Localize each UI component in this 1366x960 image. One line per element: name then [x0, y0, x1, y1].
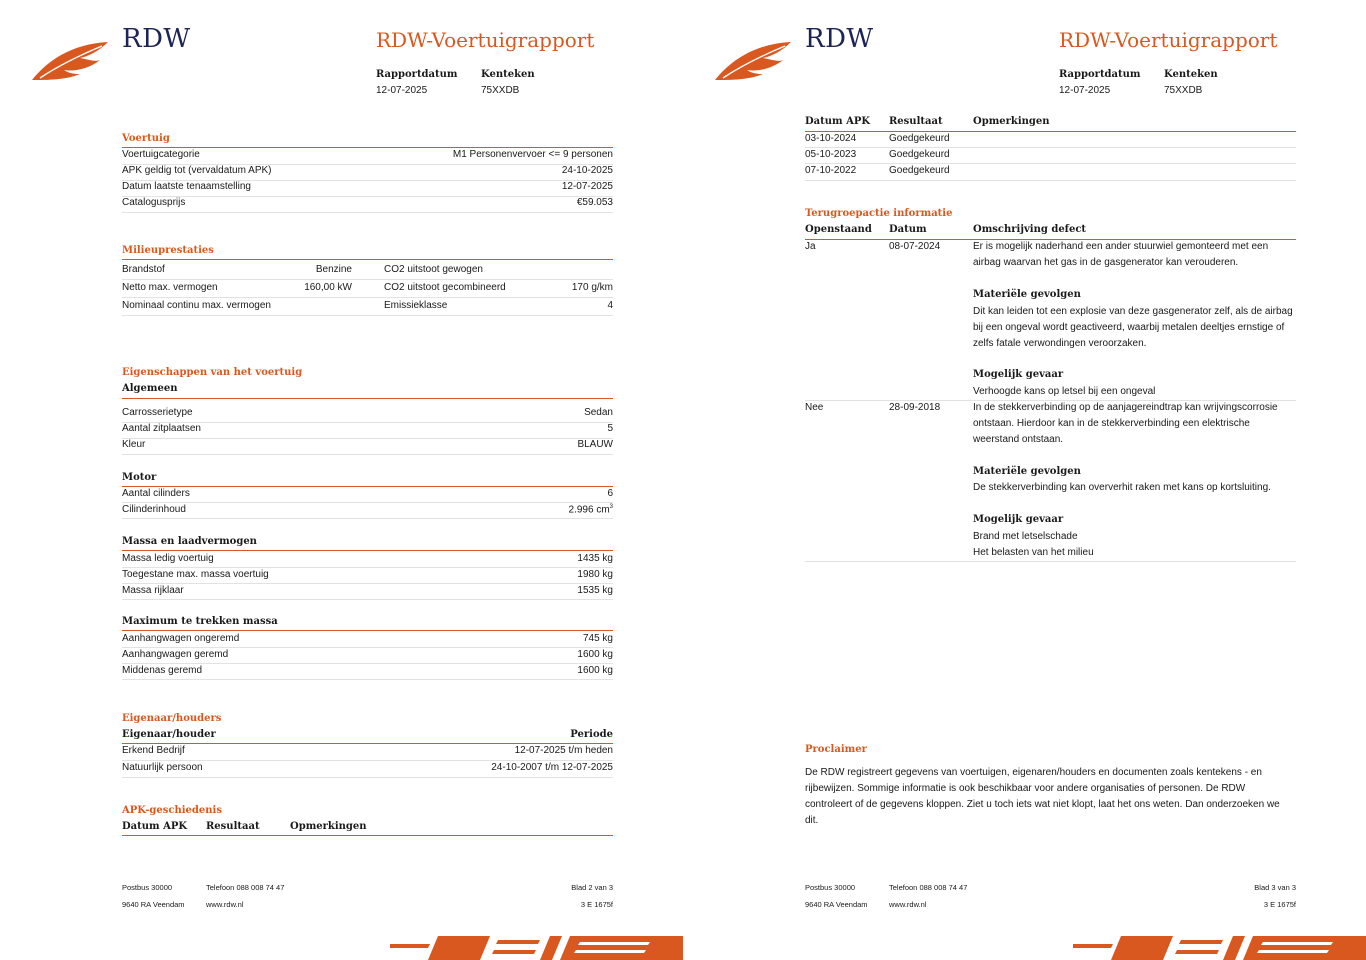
owners-section-title: Eigenaar/houders: [122, 713, 222, 724]
brand-name: RDW: [805, 24, 874, 54]
owner-period: 12-07-2025 t/m heden: [514, 745, 613, 756]
rdw-feather-logo-icon: [713, 38, 795, 82]
footer-city: 9640 RA Veendam: [805, 900, 868, 909]
recall-description: Er is mogelijk naderhand een ander stuurwiel gemonteerd met een airbag waarvan het gas in de gasgenerator kan verouderen.: [973, 241, 1269, 268]
prop-value: Sedan: [584, 407, 613, 418]
recall-danger-title: Mogelijk gevaar: [973, 369, 1064, 380]
recall-danger: Het belasten van het milieu: [973, 547, 1094, 558]
owner-period: 24-10-2007 t/m 12-07-2025: [491, 762, 613, 773]
vehicle-section-title: Voertuig: [122, 133, 170, 144]
section-divider: [122, 398, 613, 399]
apk-row-result: Goedgekeurd: [889, 149, 950, 160]
footer-code: 3 E 1675f: [580, 900, 613, 909]
prop-value: BLAUW: [577, 439, 613, 450]
env-value: Benzine: [315, 264, 352, 275]
env-value: 170 g/km: [571, 282, 613, 293]
recall-danger-title: Mogelijk gevaar: [973, 514, 1064, 525]
recall-consequences: Dit kan leiden tot een explosie van deze gasgenerator zelf, als de airbag bij een ongeval wordt geactiveerd, waarbij metalen deeltjes ernstige of zelfs fatale verwondingen veroorzaken.: [973, 306, 1293, 349]
row-divider: [122, 279, 613, 280]
apk-notes-header: Opmerkingen: [290, 821, 367, 832]
prop-value: 1980 kg: [577, 569, 613, 580]
env-value: 160,00 kW: [304, 282, 352, 293]
row-divider: [805, 163, 1296, 164]
row-divider: [805, 147, 1296, 148]
mass-subtitle: Massa en laadvermogen: [122, 536, 257, 547]
prop-value: 1600 kg: [577, 649, 613, 660]
prop-label: Kleur: [122, 439, 146, 450]
apk-result-header: Resultaat: [206, 821, 260, 832]
owner-label: Natuurlijk persoon: [122, 762, 203, 773]
vehicle-row-label: Catalogusprijs: [122, 197, 186, 208]
env-label: Emissieklasse: [384, 300, 448, 311]
row-divider: [122, 196, 613, 197]
env-value: 4: [607, 300, 613, 311]
report-title: RDW-Voertuigrapport: [376, 28, 595, 52]
props-section-title: Eigenschappen van het voertuig: [122, 367, 303, 378]
vehicle-row-value: M1 Personenvervoer <= 9 personen: [452, 149, 613, 160]
unit-exponent: 3: [609, 504, 613, 510]
report-date: 12-07-2025: [376, 85, 428, 96]
footer-code: 3 E 1675f: [1263, 900, 1296, 909]
brand-name: RDW: [122, 24, 191, 54]
report-page-3: [683, 0, 1366, 960]
row-divider: [122, 438, 613, 439]
row-divider: [122, 777, 613, 778]
prop-label: Cilinderinhoud: [122, 504, 186, 515]
apk-row-date: 07-10-2022: [805, 165, 857, 176]
section-divider: [122, 630, 613, 631]
recall-desc-header: Omschrijving defect: [973, 224, 1087, 235]
prop-label: Massa ledig voertuig: [122, 553, 214, 564]
prop-label: Aantal cilinders: [122, 488, 190, 499]
env-label: Brandstof: [122, 264, 165, 275]
recall-consequences: De stekkerverbinding kan oververhit raken met kans op kortsluiting.: [973, 482, 1271, 493]
row-divider: [805, 180, 1296, 181]
env-label: CO2 uitstoot gewogen: [384, 264, 483, 275]
proclaimer-text: De RDW registreert gegevens van voertuigen, eigenaren/houders en documenten zoals kentekens - en rijbewijzen. Sommige informatie is ook beschikbaar voor andere organisaties of personen. De RDW controleert of de gegevens kloppen. Ziet u toch iets wat niet klopt, laat het ons weten. Dan onderzoeken we dit.: [805, 767, 1280, 826]
row-divider: [122, 297, 613, 298]
env-label: Nominaal continu max. vermogen: [122, 300, 271, 311]
prop-value: 5: [607, 423, 613, 434]
prop-value: 1600 kg: [577, 665, 613, 676]
row-divider: [122, 663, 613, 664]
section-divider: [805, 131, 1296, 132]
plate-number: 75XXDB: [1164, 85, 1203, 96]
row-divider: [122, 212, 613, 213]
rdw-feather-logo-icon: [30, 38, 112, 82]
footer-website[interactable]: www.rdw.nl: [889, 900, 927, 909]
row-divider: [122, 315, 613, 316]
recall-section-title: Terugroepactie informatie: [805, 208, 953, 219]
footer-address: Postbus 30000: [805, 883, 856, 892]
row-divider: [122, 679, 613, 680]
apk-date-header: Datum APK: [805, 116, 871, 127]
env-section-title: Milieuprestaties: [122, 245, 214, 256]
prop-label: Carrosserietype: [122, 407, 193, 418]
period-col-header: Periode: [570, 729, 613, 740]
apk-row-result: Goedgekeurd: [889, 165, 950, 176]
rdw-stripes-icon: [390, 936, 683, 960]
row-divider: [122, 760, 613, 761]
section-divider: [122, 147, 613, 148]
prop-label: Aanhangwagen ongeremd: [122, 633, 240, 644]
recall-consequences-title: Materiële gevolgen: [973, 466, 1081, 477]
prop-label: Middenas geremd: [122, 665, 203, 676]
recall-danger: Verhoogde kans op letsel bij een ongeval: [973, 386, 1156, 397]
row-divider: [122, 454, 613, 455]
plate-label: Kenteken: [1164, 69, 1218, 80]
apk-row-result: Goedgekeurd: [889, 133, 950, 144]
displacement-value: 2.996 cm: [568, 504, 610, 516]
report-date: 12-07-2025: [1059, 85, 1111, 96]
recall-open: Ja: [805, 241, 816, 252]
footer-phone: Telefoon 088 008 74 47: [206, 883, 285, 892]
recall-date: 08-07-2024: [889, 241, 941, 252]
owner-col-header: Eigenaar/houder: [122, 729, 216, 740]
footer-page-number: Blad 3 van 3: [1254, 883, 1296, 892]
section-divider: [122, 486, 613, 487]
apk-row-date: 05-10-2023: [805, 149, 857, 160]
plate-label: Kenteken: [481, 69, 535, 80]
plate-number: 75XXDB: [481, 85, 520, 96]
recall-consequences-title: Materiële gevolgen: [973, 289, 1081, 300]
apk-result-header: Resultaat: [889, 116, 943, 127]
row-divider: [122, 647, 613, 648]
prop-label: Toegestane max. massa voertuig: [122, 569, 269, 580]
prop-value: 1535 kg: [577, 585, 613, 596]
recall-date: 28-09-2018: [889, 402, 941, 413]
recall-open-header: Openstaand: [805, 224, 872, 235]
vehicle-row-value: 24-10-2025: [561, 165, 613, 176]
vehicle-row-label: Datum laatste tenaamstelling: [122, 181, 251, 192]
env-label: CO2 uitstoot gecombineerd: [384, 282, 506, 293]
footer-city: 9640 RA Veendam: [122, 900, 185, 909]
section-divider: [122, 835, 613, 836]
env-label: Netto max. vermogen: [122, 282, 218, 293]
footer-page-number: Blad 2 van 3: [571, 883, 613, 892]
section-divider: [122, 550, 613, 551]
row-divider: [122, 502, 613, 503]
prop-value: 1435 kg: [577, 553, 613, 564]
row-divider: [122, 518, 613, 519]
prop-label: Aanhangwagen geremd: [122, 649, 229, 660]
prop-value: 745 kg: [582, 633, 613, 644]
rdw-stripes-icon: [1073, 936, 1366, 960]
general-subtitle: Algemeen: [122, 383, 178, 394]
prop-label: Aantal zitplaatsen: [122, 423, 201, 434]
section-divider: [122, 743, 613, 744]
prop-label: Massa rijklaar: [122, 585, 184, 596]
report-date-label: Rapportdatum: [1059, 69, 1141, 80]
footer-phone: Telefoon 088 008 74 47: [889, 883, 968, 892]
report-title: RDW-Voertuigrapport: [1059, 28, 1278, 52]
recall-date-header: Datum: [889, 224, 927, 235]
vehicle-row-value: 12-07-2025: [561, 181, 613, 192]
section-divider: [122, 259, 613, 260]
recall-open: Nee: [805, 402, 824, 413]
proclaimer-title: Proclaimer: [805, 744, 867, 755]
report-date-label: Rapportdatum: [376, 69, 458, 80]
prop-value: 6: [607, 488, 613, 499]
vehicle-row-value: €59.053: [576, 197, 613, 208]
vehicle-row-label: APK geldig tot (vervaldatum APK): [122, 165, 272, 176]
row-divider: [122, 599, 613, 600]
apk-row-date: 03-10-2024: [805, 133, 857, 144]
apk-date-header: Datum APK: [122, 821, 188, 832]
apk-notes-header: Opmerkingen: [973, 116, 1050, 127]
owner-label: Erkend Bedrijf: [122, 745, 185, 756]
row-divider: [122, 583, 613, 584]
prop-value: [569, 504, 613, 515]
footer-address: Postbus 30000: [122, 883, 173, 892]
tow-subtitle: Maximum te trekken massa: [122, 616, 278, 627]
row-divider: [122, 567, 613, 568]
footer-website[interactable]: www.rdw.nl: [206, 900, 244, 909]
engine-subtitle: Motor: [122, 472, 157, 483]
recall-danger: Brand met letselschade: [973, 531, 1078, 542]
vehicle-row-label: Voertuigcategorie: [122, 149, 200, 160]
row-divider: [805, 561, 1296, 562]
recall-description: In de stekkerverbinding op de aanjagereindtrap kan wrijvingscorrosie ontstaan. Hierdoor kan in de stekkerverbinding een elektrische weerstand ontstaan.: [973, 402, 1278, 445]
apk-section-title: APK-geschiedenis: [122, 805, 222, 816]
